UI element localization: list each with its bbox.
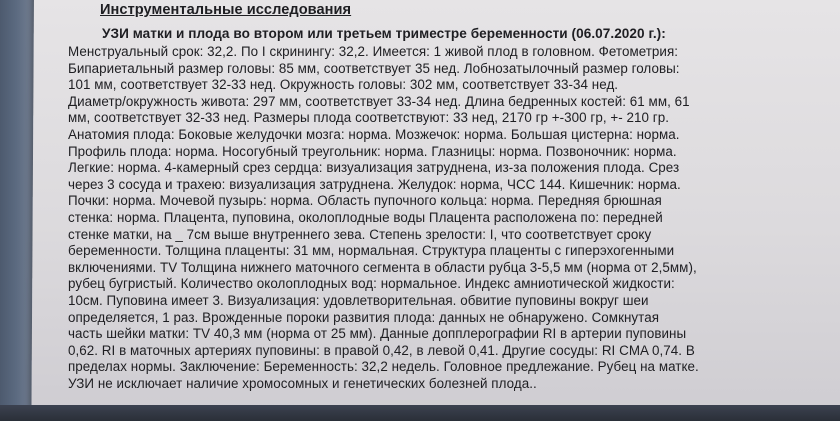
report-line: рубец бугристый. Количество околоплодных вод: нормальное. Индекс амниотической жидкости:	[68, 276, 675, 292]
report-line: Профиль плода: норма. Носогубный треугольник: норма. Глазницы: норма. Позвоночник: норма.	[68, 143, 677, 159]
exam-title: УЗИ матки и плода во втором или третьем триместре беременности (06.07.2020 г.):	[102, 26, 666, 41]
report-line: мм, соответствует 32-33 нед. Размеры плода соответствуют: 33 нед, 2170 гр +-300 гр, +- 210 гр.	[68, 110, 670, 126]
report-line: 0,62. RI в маточных артериях пуповины: в правой 0,42, в левой 0,41. Другие сосуды: RI CMA 0,74. В	[68, 342, 695, 358]
report-line: через 3 сосуда и трахею: визуализация затруднена. Желудок: норма, ЧСС 144. Кишечник: норма.	[68, 176, 681, 192]
report-line: стенке матки, на _ 7см выше внутреннего зева. Степень зрелости: I, что соответствует сроку	[68, 226, 652, 242]
background-bottom-edge	[0, 405, 840, 421]
report-line: включениями. TV Толщина нижнего маточного сегмента в области рубца 3-5,5 мм (норма от 2,5мм),	[68, 259, 697, 275]
report-line: Бипариетальный размер головы: 85 мм, соответствует 35 нед. Лобнозатылочный размер головы:	[68, 60, 680, 76]
report-line: Легкие: норма. 4-камерный срез сердца: визуализация затруднена, из-за положения плода. Срез	[68, 160, 680, 176]
report-line: 101 мм, соответствует 32-33 нед. Окружность головы: 302 мм, соответствует 33-34 нед.	[68, 77, 619, 93]
report-body	[68, 44, 832, 392]
report-line: беременности. Толщина плаценты: 31 мм, нормальная. Структура плаценты с гиперэхогенными	[68, 243, 675, 259]
report-line: Почки: норма. Мочевой пузырь: норма. Область пупочного кольца: норма. Передняя брюшная	[68, 193, 662, 209]
report-line: часть шейки матки: TV 40,3 мм (норма от 25 мм). Данные допплерографии RI в артерии пуповины	[68, 326, 687, 342]
report-line: пределах нормы. Заключение: Беременность: 32,2 недель. Головное предлежание. Рубец на матке.	[68, 359, 699, 375]
section-title: Инструментальные исследования	[100, 2, 352, 18]
report-line: Диаметр/окружность живота: 297 мм, соответствует 33-34 нед. Длина бедренных костей: 61 мм, 61	[68, 93, 690, 109]
report-line: Менструальный срок: 32,2. По I скринингу: 32,2. Имеется: 1 живой плод в головном. Фетометрия:	[68, 44, 679, 59]
report-line: определяется, 1 раз. Врожденные пороки развития плода: данных не обнаружено. Сомкнутая	[68, 309, 659, 325]
report-line: 10см. Пуповина имеет 3. Визуализация: удовлетворительная. обвитие пуповины вокруг шеи	[68, 292, 649, 308]
report-line: Анатомия плода: Боковые желудочки мозга: норма. Мозжечок: норма. Большая цистерна: норма.	[68, 126, 680, 142]
report-line: УЗИ не исключает наличие хромосомных и генетических болезней плода..	[68, 375, 537, 391]
report-text	[68, 2, 832, 392]
report-line: стенка: норма. Плацента, пуповина, околоплодные воды Плацента расположена по: передней	[68, 209, 663, 225]
